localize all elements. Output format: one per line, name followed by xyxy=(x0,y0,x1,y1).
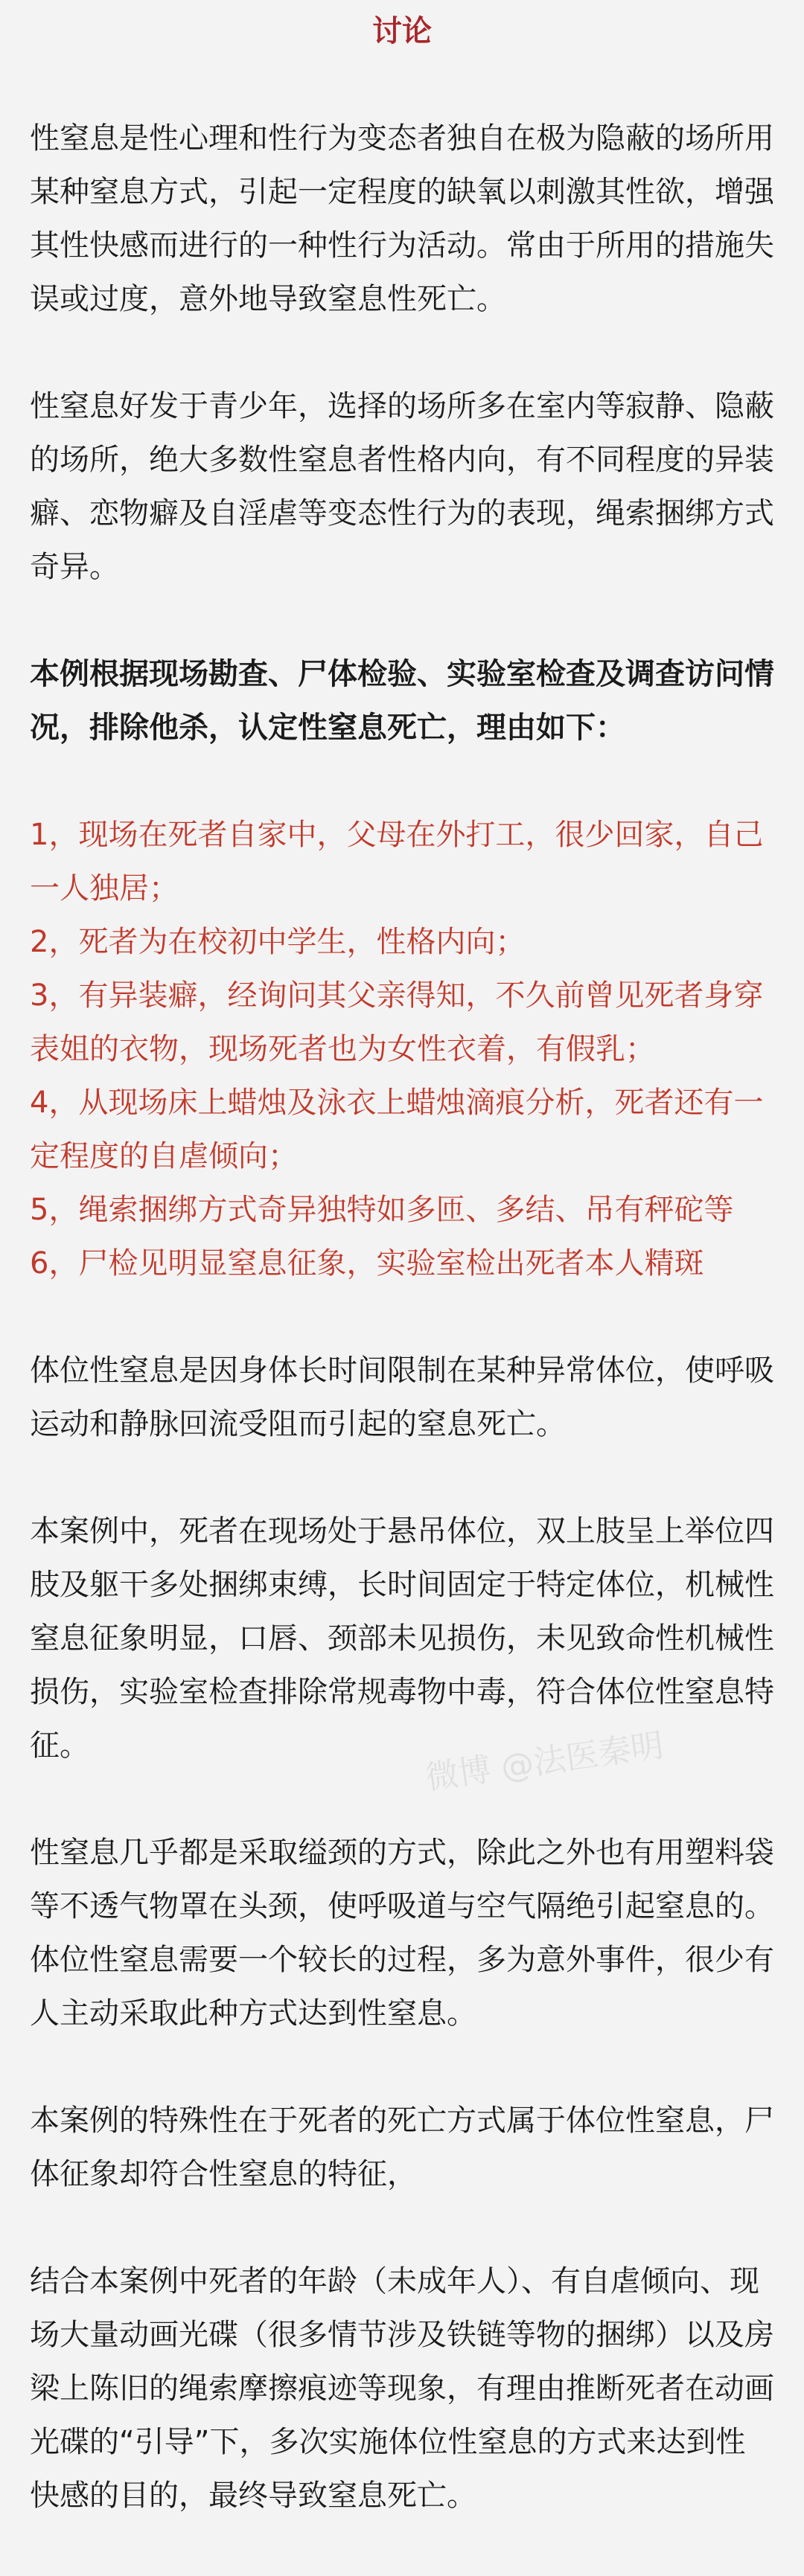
paragraph-conclusion-intro: 本例根据现场勘查、尸体检验、实验室检查及调查访问情况，排除他杀，认定性窒息死亡，理由如下： xyxy=(30,657,774,745)
paragraph-methods: 性窒息几乎都是采取缢颈的方式，除此之外也有用塑料袋等不透气物罩在头颈，使呼吸道与空气隔绝引起窒息的。体位性窒息需要一个较长的过程，多为意外事件，很少有人主动采取此种方式达到性窒息。 xyxy=(30,1836,774,2031)
paragraph-final-inference: 结合本案例中死者的年龄（未成年人）、有自虐倾向、现场大量动画光碟（很多情节涉及铁链等物的捆绑）以及房梁上陈旧的绳索摩擦痕迹等现象，有理由推断死者在动画光碟的“引导”下，多次实施体位性窒息的方式来达到性快感的目的，最终导致窒息死亡。 xyxy=(30,2264,774,2513)
reason-item-2: 2，死者为在校初中学生，性格内向； xyxy=(30,925,526,959)
reasons-list xyxy=(30,808,774,1290)
reason-item-5: 5，绳索捆绑方式奇异独特如多匝、多结、吊有秤砣等 xyxy=(30,1193,734,1227)
reason-item-3: 3，有异装癖，经询问其父亲得知，不久前曾见死者身穿表姐的衣物，现场死者也为女性衣着，有假乳； xyxy=(30,978,764,1066)
section-title: 讨论 xyxy=(372,14,432,48)
paragraph-positional-asphyxia: 体位性窒息是因身体长时间限制在某种异常体位，使呼吸运动和静脉回流受阻而引起的窒息死亡。 xyxy=(30,1353,774,1441)
paragraph-characteristics: 性窒息好发于青少年，选择的场所多在室内等寂静、隐蔽的场所，绝大多数性窒息者性格内向，有不同程度的异装癖、恋物癖及自淫虐等变态性行为的表现，绳索捆绑方式奇异。 xyxy=(30,389,774,584)
reason-item-6: 6，尸检见明显窒息征象，实验室检出死者本人精斑 xyxy=(30,1246,704,1281)
reason-item-4: 4，从现场床上蜡烛及泳衣上蜡烛滴痕分析，死者还有一定程度的自虐倾向； xyxy=(30,1086,764,1173)
weibo-watermark: 微博 @法医秦明 xyxy=(423,1726,666,1798)
reason-item-1: 1，现场在死者自家中，父母在外打工，很少回家，自己一人独居； xyxy=(30,818,764,906)
paragraph-definition: 性窒息是性心理和性行为变态者独自在极为隐蔽的场所用某种窒息方式，引起一定程度的缺氧以刺激其性欲，增强其性快感而进行的一种性行为活动。常由于所用的措施失误或过度，意外地导致窒息性死亡。 xyxy=(30,121,774,316)
paragraph-case-findings: 本案例中，死者在现场处于悬吊体位，双上肢呈上举位四肢及躯干多处捆绑束缚，长时间固定于特定体位，机械性窒息征象明显，口唇、颈部未见损伤，未见致命性机械性损伤，实验室检查排除常规毒物中毒，符合体位性窒息特征。 xyxy=(30,1514,774,1763)
paragraph-case-specialty: 本案例的特殊性在于死者的死亡方式属于体位性窒息，尸体征象却符合性窒息的特征， xyxy=(30,2104,774,2191)
